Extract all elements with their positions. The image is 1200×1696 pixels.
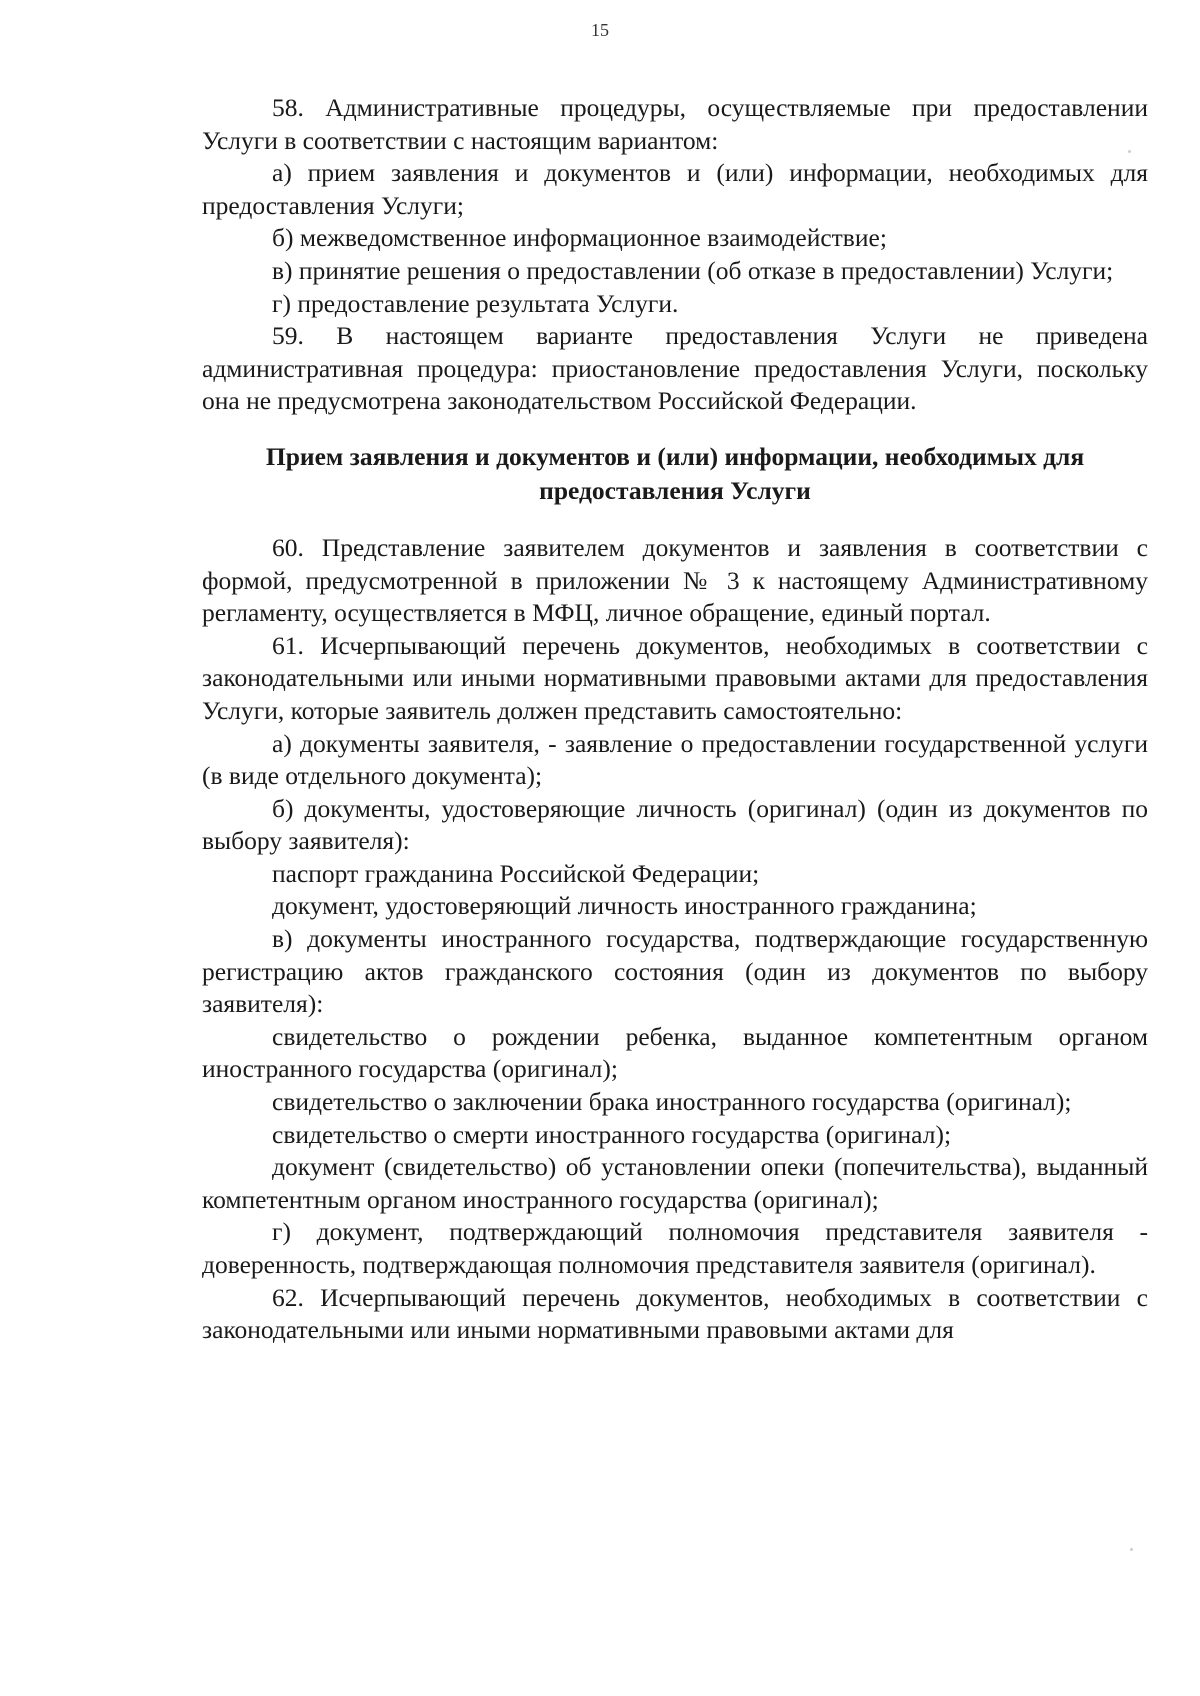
section-documents <box>202 532 1148 1347</box>
section-heading: Прием заявления и документов и (или) информации, необходимых для предоставления Услуги <box>265 441 1085 505</box>
paragraph-p61c1: свидетельство о рождении ребенка, выданное компетентным органом иностранного государства (оригинал); <box>202 1021 1148 1084</box>
paragraph-p61b1: паспорт гражданина Российской Федерации; <box>272 858 760 888</box>
paragraph-p61c3: свидетельство о смерти иностранного государства (оригинал); <box>272 1119 952 1149</box>
paragraph-p61a: а) документы заявителя, - заявление о предоставлении государственной услуги (в виде отдельного документа); <box>202 728 1148 791</box>
paragraph-p58a: а) прием заявления и документов и (или) информации, необходимых для предоставления Услуги; <box>202 158 1148 220</box>
page-number: 15 <box>591 20 609 40</box>
paragraph-p61d: г) документ, подтверждающий полномочия представителя заявителя - доверенность, подтверждающая полномочия представителя заявителя (оригинал). <box>202 1217 1148 1279</box>
paragraph-p58: 58. Административные процедуры, осуществляемые при предоставлении Услуги в соответствии с настоящим вариантом: <box>202 93 1148 155</box>
paragraph-p61c: в) документы иностранного государства, подтверждающие государственную регистрацию актов гражданского состояния (один из документов по выбору заявителя): <box>202 924 1148 1019</box>
document-body <box>202 92 1148 1347</box>
scan-speck <box>1130 1548 1133 1551</box>
paragraph-p61c2: свидетельство о заключении брака иностранного государства (оригинал); <box>272 1087 1072 1117</box>
paragraph-p61: 61. Исчерпывающий перечень документов, необходимых в соответствии с законодательными или иными нормативными правовыми актами для предоставления Услуги, которые заявитель должен представить самостоятельно: <box>202 630 1148 725</box>
paragraph-p60: 60. Представление заявителем документов и заявления в соответствии с формой, предусмотренной в приложении № 3 к настоящему Административному регламенту, осуществляется в МФЦ, личное обращение, единый портал. <box>202 532 1148 628</box>
paragraph-p59: 59. В настоящем варианте предоставления Услуги не приведена административная процедура: приостановление предоставления Услуги, поскольку она не предусмотрена законодательством Российской Федерации. <box>202 321 1148 416</box>
section-procedures <box>202 92 1148 418</box>
paragraph-p61c4: документ (свидетельство) об установлении опеки (попечительства), выданный компетентным органом иностранного государства (оригинал); <box>202 1152 1148 1214</box>
paragraph-p62: 62. Исчерпывающий перечень документов, необходимых в соответствии с законодательными или иными нормативными правовыми актами для <box>202 1282 1148 1345</box>
scan-speck <box>1128 150 1131 153</box>
paragraph-p58c: в) принятие решения о предоставлении (об отказе в предоставлении) Услуги; <box>272 255 1114 285</box>
paragraph-p61b: б) документы, удостоверяющие личность (оригинал) (один из документов по выбору заявителя): <box>202 793 1148 856</box>
paragraph-p61b2: документ, удостоверяющий личность иностранного гражданина; <box>272 891 977 921</box>
paragraph-p58b: б) межведомственное информационное взаимодействие; <box>272 223 887 253</box>
paragraph-p58d: г) предоставление результата Услуги. <box>272 288 679 318</box>
